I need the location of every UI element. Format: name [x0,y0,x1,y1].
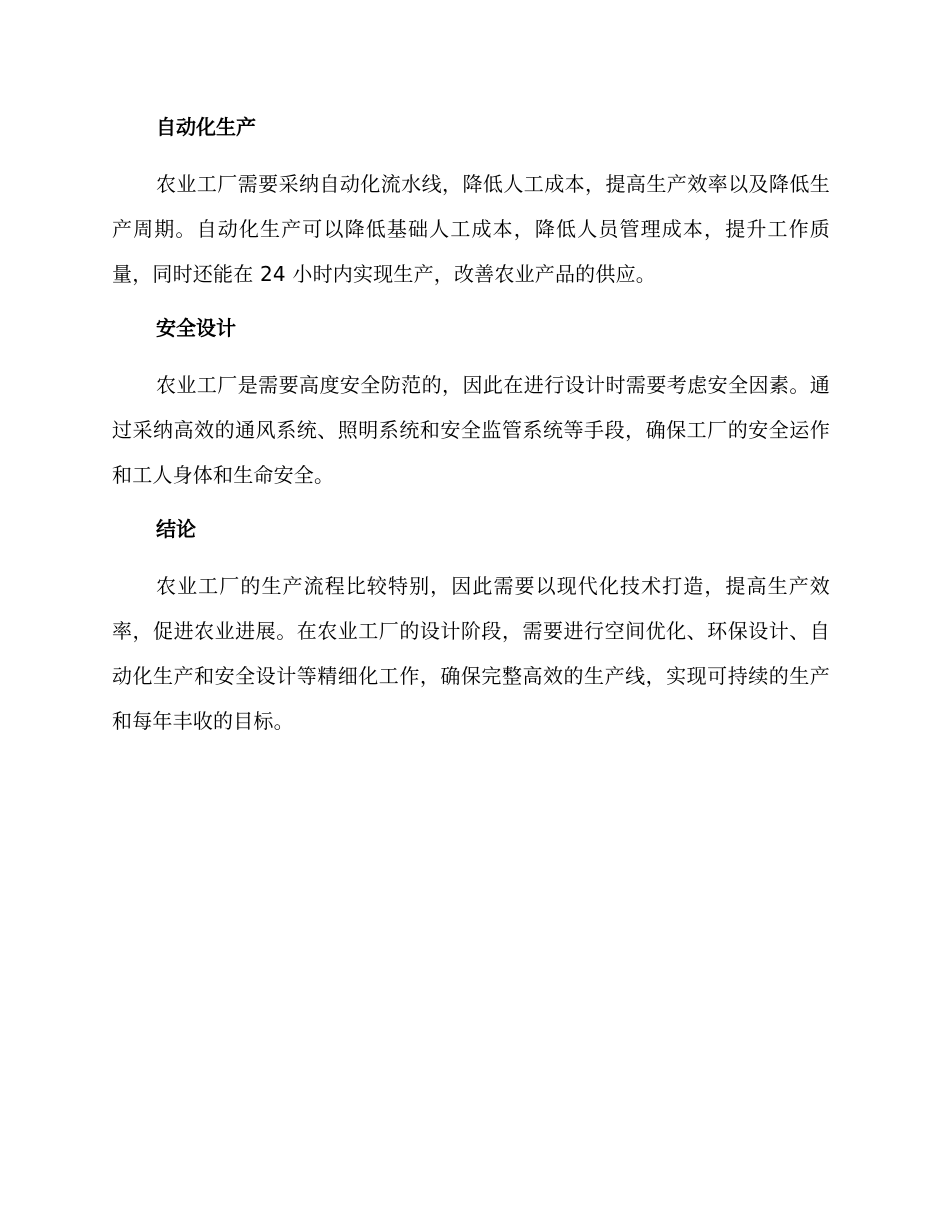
section-heading: 自动化生产 [156,115,256,139]
section-conclusion [112,514,830,744]
section-heading: 结论 [156,517,196,541]
section-paragraph: 农业工厂需要采纳自动化流水线，降低人工成本，提高生产效率以及降低生产周期。自动化生产可以降低基础人工成本，降低人员管理成本，提升工作质量，同时还能在 24 小时内实现生产，改善农业产品的供应。 [112,172,830,286]
section-safety-design [112,313,830,498]
section-heading: 安全设计 [156,316,236,340]
section-paragraph: 农业工厂的生产流程比较特别，因此需要以现代化技术打造，提高生产效率，促进农业进展。在农业工厂的设计阶段，需要进行空间优化、环保设计、自动化生产和安全设计等精细化工作，确保完整高效的生产线，实现可持续的生产和每年丰收的目标。 [112,574,830,733]
section-paragraph: 农业工厂是需要高度安全防范的，因此在进行设计时需要考虑安全因素。通过采纳高效的通风系统、照明系统和安全监管系统等手段，确保工厂的安全运作和工人身体和生命安全。 [112,373,830,487]
section-automation [112,112,830,297]
